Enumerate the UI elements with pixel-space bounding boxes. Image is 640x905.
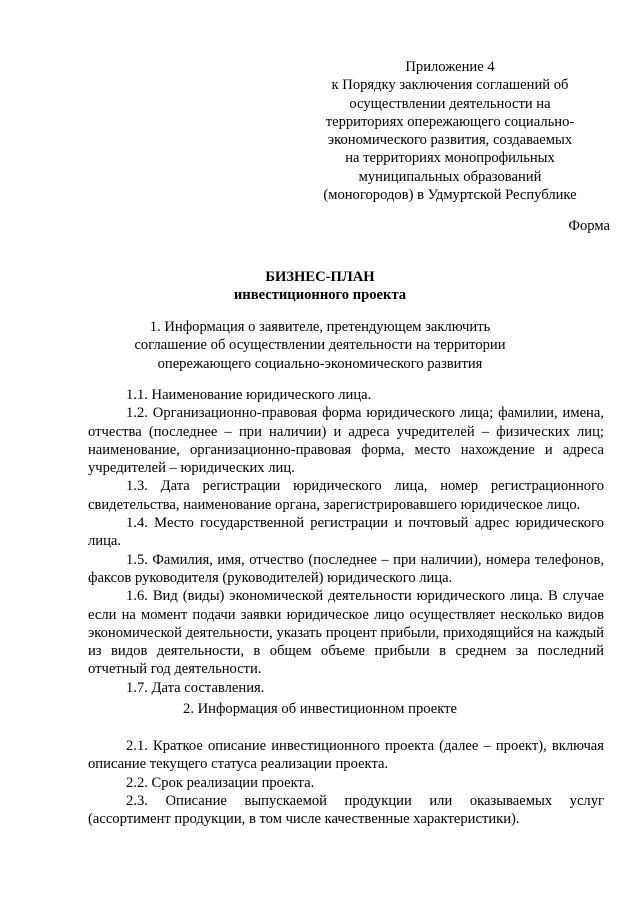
appendix-line: территориях опережающего социально- [325,113,575,130]
paragraph-2-2: 2.2. Срок реализации проекта. [126,774,315,791]
form-label: Форма [568,218,610,234]
title-line-1: БИЗНЕС-ПЛАН [265,269,375,285]
paragraph-2-1: 2.1. Краткое описание инвестиционного проекта (далее – проект), включая описание текущего статуса реализации проекта. [88,738,604,773]
section-heading-line: соглашение об осуществлении деятельности на территории [134,337,506,354]
section-heading-line: опережающего социально-экономического развития [157,355,483,372]
section-2-body [88,737,604,828]
appendix-header [290,58,610,204]
paragraph-2-3: 2.3. Описание выпускаемой продукции или оказываемых услуг (ассортимент продукции, в том числе качественные характеристики). [88,792,604,828]
appendix-line: (моногородов) в Удмуртской Республике [323,187,577,204]
section-1-body [88,386,604,697]
paragraph-1-2: 1.2. Организационно-правовая форма юридического лица; фамилии, имена, отчества (последнее – при наличии) и адреса учредителей – физических лиц; наименование, организационно-правовая форма, место нахождение и адреса учредителей – юридических лиц. [88,405,604,477]
appendix-line: муниципальных образований [358,168,542,185]
appendix-line: осуществлении деятельности на [349,95,551,112]
paragraph-1-5: 1.5. Фамилия, имя, отчество (последнее – при наличии), номера телефонов, факсов руководителя (руководителей) юридического лица. [88,551,604,586]
appendix-line: к Порядку заключения соглашений об [331,77,569,94]
section-heading-line: 1. Информация о заявителе, претендующем заключить [149,319,491,335]
document-title [0,268,640,304]
appendix-line: Приложение 4 [405,59,495,75]
section-1-heading [0,318,640,373]
paragraph-1-6: 1.6. Вид (виды) экономической деятельности юридического лица. В случае если на момент подачи заявки юридическое лицо осуществляет несколько видов экономической деятельности, указать процент прибыли, приходящийся на каждый из видов деятельности, в общем объеме прибыли в среднем за последний отчетный год деятельности. [88,588,604,678]
section-2-heading [0,700,640,718]
paragraph-1-3: 1.3. Дата регистрации юридического лица, номер регистрационного свидетельства, наименование органа, зарегистрировавшего юридическое лицо. [88,478,604,513]
paragraph-1-1: 1.1. Наименование юридического лица. [126,387,372,403]
appendix-line: экономического развития, создаваемых [327,132,573,149]
title-line-2: инвестиционного проекта [233,287,407,303]
section-heading-line: 2. Информация об инвестиционном проекте [183,701,457,717]
paragraph-1-4: 1.4. Место государственной регистрации и почтовый адрес юридического лица. [88,515,604,550]
appendix-line: на территориях монопрофильных [345,150,555,167]
paragraph-1-7: 1.7. Дата составления. [126,679,265,696]
